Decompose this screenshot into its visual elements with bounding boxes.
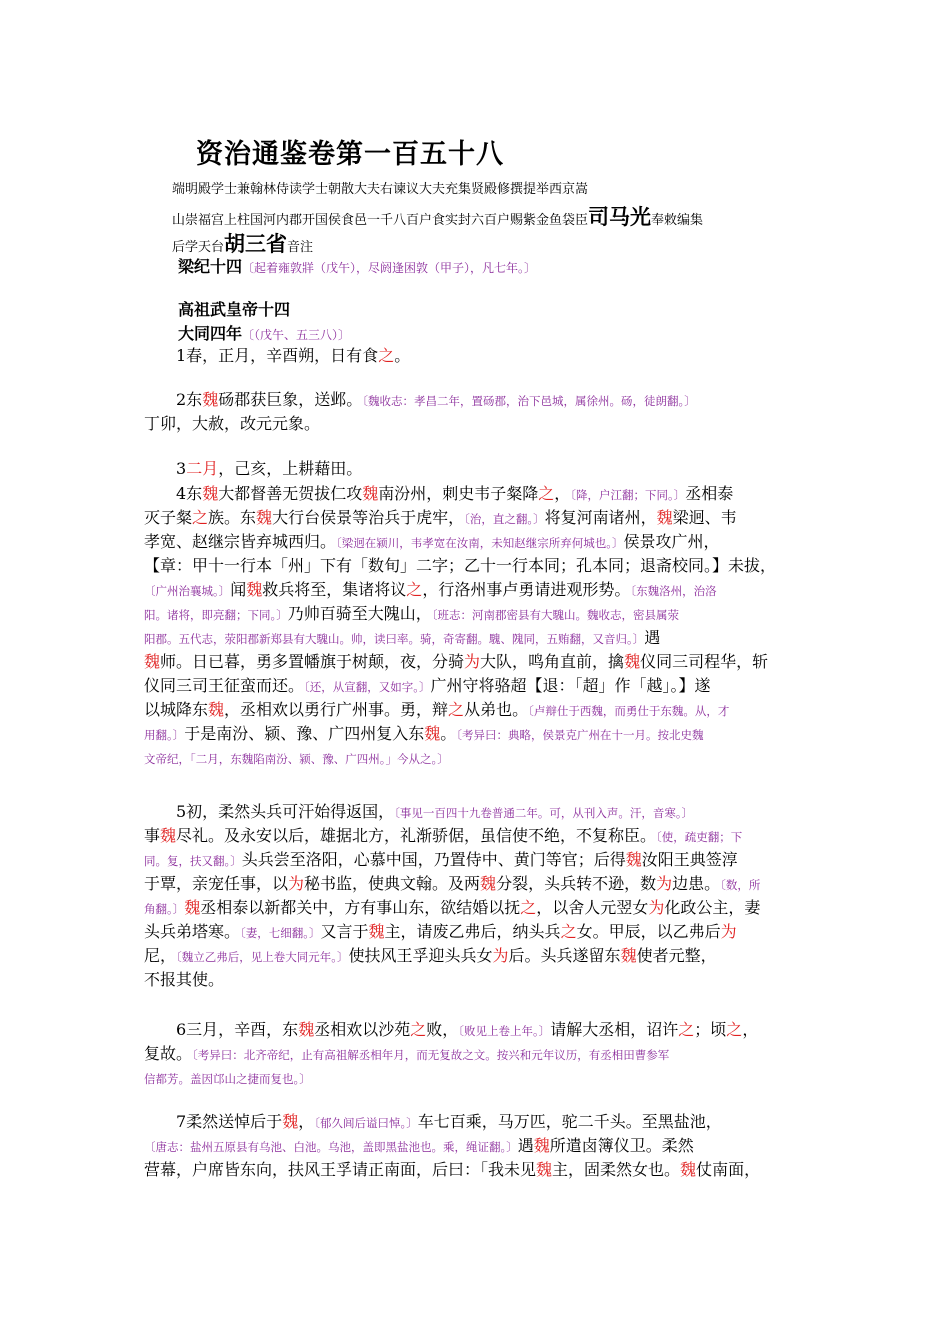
text-span: 5初，柔然头兵可汗始得返国， bbox=[176, 802, 395, 821]
paragraph-3 bbox=[144, 457, 824, 481]
text-span: 丞相泰以新都关中，方有事山东，欲结婚以抚 bbox=[200, 898, 521, 917]
commentary-note: 〔考异曰：典略，侯景克广州在十一月。按北史魏 bbox=[456, 728, 704, 742]
text-line bbox=[144, 626, 824, 650]
text-span: 尼， bbox=[144, 946, 177, 965]
text-span: 仪同三司王征蛮而还。 bbox=[144, 676, 305, 695]
highlighted-char: 为 bbox=[464, 652, 481, 671]
commentary-note: 文帝纪，「二月，东魏陷南汾、颍、豫、广四州。」今从之。〕 bbox=[144, 752, 449, 766]
text-span: 秘书监，使典文翰。及两 bbox=[304, 874, 481, 893]
text-span: 事 bbox=[144, 826, 161, 845]
text-span: 2东 bbox=[176, 390, 203, 409]
commentary-note: 〔梁迥在颍川，韦孝宽在汝南，未知赵继宗所弃何城也。〕 bbox=[336, 536, 624, 550]
text-span: 将复河南诸州， bbox=[544, 508, 657, 527]
text-span: 化政公主，妻 bbox=[664, 898, 761, 917]
text-span: 仪同三司程华，斩 bbox=[640, 652, 769, 671]
text-span: 请解大丞相，诏许 bbox=[550, 1020, 679, 1039]
highlighted-char: 魏 bbox=[656, 508, 673, 527]
highlighted-char: 魏 bbox=[362, 484, 379, 503]
document-title: 资治通鉴卷第一百五十八 bbox=[196, 139, 504, 170]
highlighted-char: 之 bbox=[726, 1020, 743, 1039]
highlighted-char: 魏 bbox=[202, 484, 219, 503]
annotator-name: 胡三省 bbox=[224, 232, 288, 256]
commentary-note: 角翻。〕 bbox=[144, 902, 185, 916]
text-line bbox=[144, 457, 824, 481]
text-span: 乃帅百骑至大隗山， bbox=[287, 604, 432, 623]
text-span: ，行洛州事卢勇请进观形势。 bbox=[422, 580, 631, 599]
year-note: 〔（戊午、五三八）〕 bbox=[242, 328, 351, 342]
text-span: 败， bbox=[426, 1020, 459, 1039]
section-title: 梁纪十四 bbox=[178, 257, 243, 276]
commentary-note: 阳。诸将，即亮翻；下同。〕 bbox=[144, 608, 288, 622]
text-span: 丞相泰 bbox=[685, 484, 734, 503]
highlighted-char: 魏 bbox=[202, 390, 219, 409]
text-span: ， bbox=[742, 1020, 759, 1039]
text-line bbox=[144, 674, 824, 698]
annotator-prefix: 后学天台 bbox=[172, 240, 225, 255]
text-span: 灭子粲 bbox=[144, 508, 193, 527]
text-span: 主，请废乙弗后，纳头兵 bbox=[384, 922, 561, 941]
highlighted-char: 魏 bbox=[144, 652, 161, 671]
text-line bbox=[144, 578, 824, 602]
text-span: 仗南面， bbox=[696, 1160, 761, 1179]
section-note: 〔起着雍敦牂（戊午），尽阏逢困敦（甲子），凡七年。〕 bbox=[242, 261, 537, 275]
text-span: 使者元整， bbox=[636, 946, 717, 965]
author-line-2-tail: 奉敕编集 bbox=[651, 213, 704, 228]
text-line bbox=[144, 506, 824, 530]
highlighted-char: 为 bbox=[656, 874, 673, 893]
highlighted-char: 之 bbox=[678, 1020, 695, 1039]
text-line bbox=[144, 530, 824, 554]
text-span: ，己亥，上耕藉田。 bbox=[218, 459, 363, 478]
text-line bbox=[144, 650, 824, 674]
paragraph-1 bbox=[144, 344, 824, 368]
highlighted-char: 魏 bbox=[160, 826, 177, 845]
highlighted-char: 魏 bbox=[208, 700, 225, 719]
text-line bbox=[144, 1042, 824, 1066]
highlighted-char: 为 bbox=[648, 898, 665, 917]
text-span: 族。东 bbox=[208, 508, 257, 527]
commentary-note: 阳郡。五代志，荥阳郡新郑县有大騩山。帅，读曰率。骑，奇寄翻。騩、隗同，五贿翻，又音归。〕 bbox=[144, 632, 645, 646]
highlighted-char: 魏 bbox=[256, 508, 273, 527]
annotator-suffix: 音注 bbox=[287, 240, 314, 255]
text-span: 头兵尝至洛阳，心慕中国，乃置侍中、黄门等官；后得 bbox=[241, 850, 626, 869]
highlighted-char: 魏 bbox=[184, 898, 201, 917]
text-line bbox=[144, 1066, 824, 1090]
highlighted-char: 魏 bbox=[620, 946, 637, 965]
text-span: 于覃，亲宠任事，以 bbox=[144, 874, 289, 893]
text-line bbox=[144, 920, 824, 944]
text-line bbox=[144, 848, 824, 872]
text-line bbox=[144, 602, 824, 626]
commentary-note: 〔考异曰：北齐帝纪，止有高祖解丞相年月，而无复故之文。按兴和元年议历，有丞相田曹参军 bbox=[192, 1048, 670, 1062]
text-span: 救兵将至，集诸将议 bbox=[262, 580, 407, 599]
text-span: 1春，正月，辛酉朔，日有食 bbox=[176, 346, 379, 365]
paragraph-4 bbox=[144, 482, 824, 770]
text-span: 4东 bbox=[176, 484, 203, 503]
text-span: 以城降东 bbox=[144, 700, 209, 719]
highlighted-char: 魏 bbox=[298, 1020, 315, 1039]
text-span: 3 bbox=[176, 459, 187, 478]
text-span: ， bbox=[554, 484, 571, 503]
text-line bbox=[144, 800, 824, 824]
text-span: 师。日已暮，勇多置幡旗于树颠，夜，分骑 bbox=[160, 652, 465, 671]
text-span: 大都督善无贺拔仁攻 bbox=[218, 484, 363, 503]
text-span: 使扶风王孚迎头兵女 bbox=[348, 946, 493, 965]
year-heading bbox=[178, 321, 350, 344]
highlighted-char: 之 bbox=[560, 922, 577, 941]
commentary-note: 〔妻，七细翻。〕 bbox=[240, 926, 321, 940]
text-span: 大行台侯景等治兵于虎牢， bbox=[272, 508, 465, 527]
text-line bbox=[144, 944, 824, 968]
text-line bbox=[144, 746, 824, 770]
text-span: ；顷 bbox=[694, 1020, 727, 1039]
commentary-note: 〔事见一百四十九卷普通二年。可，从刊入声。汗，音寒。〕 bbox=[394, 806, 694, 820]
highlighted-char: 为 bbox=[720, 922, 737, 941]
text-span: 营幕，户席皆东向，扶风王孚请正南面，后曰：「我未见 bbox=[144, 1160, 537, 1179]
text-span: 【章：甲十一行本「州」下有「数旬」二字；乙十一行本同；孔本同；退斋校同。】未拔， bbox=[144, 556, 777, 575]
highlighted-char: 魏 bbox=[282, 1112, 299, 1131]
highlighted-char: 为 bbox=[288, 874, 305, 893]
paragraph-6 bbox=[144, 1018, 824, 1090]
text-span: 广州守将骆超【退：「超」作「越」。】遂 bbox=[430, 676, 711, 695]
text-line bbox=[144, 388, 824, 412]
text-line bbox=[144, 1158, 824, 1182]
text-line bbox=[144, 722, 824, 746]
highlighted-char: 魏 bbox=[246, 580, 263, 599]
commentary-note: 〔广州治襄城。〕 bbox=[144, 584, 231, 598]
highlighted-char: 魏 bbox=[368, 922, 385, 941]
text-span: 车七百乘，马万匹，驼二千头。至黑盐池， bbox=[417, 1112, 722, 1131]
highlighted-char: 魏 bbox=[624, 652, 641, 671]
author-line-2 bbox=[172, 201, 703, 231]
text-span: 闻 bbox=[230, 580, 247, 599]
commentary-note: 〔治，直之翻。〕 bbox=[464, 512, 545, 526]
text-span: 边患。 bbox=[672, 874, 721, 893]
author-line-2-text: 山崇福宫上柱国河内郡开国侯食邑一千八百户食实封六百户赐紫金鱼袋臣 bbox=[172, 213, 589, 228]
author-name: 司马光 bbox=[588, 205, 652, 229]
text-span: 梁迥、韦 bbox=[672, 508, 737, 527]
text-span: 头兵弟塔寒。 bbox=[144, 922, 241, 941]
text-line bbox=[144, 824, 824, 848]
text-span: ，丞相欢以勇行广州事。勇，辩 bbox=[224, 700, 449, 719]
text-span: 6三月，辛酉，东 bbox=[176, 1020, 299, 1039]
section-heading-liang bbox=[178, 254, 536, 277]
text-line bbox=[144, 872, 824, 896]
highlighted-char: 魏 bbox=[680, 1160, 697, 1179]
highlighted-char: 之 bbox=[406, 580, 423, 599]
commentary-note: 〔败见上卷上年。〕 bbox=[458, 1024, 551, 1038]
text-line bbox=[144, 896, 824, 920]
paragraph-5 bbox=[144, 800, 824, 992]
text-span: 汝阳王典签淳 bbox=[641, 850, 738, 869]
text-span: ，以舍人元翌女 bbox=[536, 898, 649, 917]
emperor-heading: 高祖武皇帝十四 bbox=[178, 300, 291, 319]
text-line bbox=[144, 344, 824, 368]
commentary-note: 〔还，从宣翻，又如字。〕 bbox=[304, 680, 431, 694]
text-span: 于是南汾、颍、豫、广四州复入东 bbox=[184, 724, 425, 743]
commentary-note: 〔魏收志：孝昌二年，置砀郡，治下邑城，属徐州。砀，徒朗翻。〕 bbox=[362, 394, 696, 408]
text-line bbox=[144, 698, 824, 722]
commentary-note: 用翻。〕 bbox=[144, 728, 185, 742]
commentary-note: 〔使，疏吏翻；下 bbox=[656, 830, 743, 844]
commentary-note: 〔数，所 bbox=[720, 878, 761, 892]
highlighted-char: 之 bbox=[192, 508, 209, 527]
text-line bbox=[144, 1018, 824, 1042]
text-span: 丁卯，大赦，改元元象。 bbox=[144, 414, 321, 433]
highlighted-char: 之 bbox=[538, 484, 555, 503]
text-span: 主，固柔然女也。 bbox=[552, 1160, 681, 1179]
commentary-note: 〔唐志：盐州五原县有乌池、白池。乌池，盖即黑盐池也。乘，绳证翻。〕 bbox=[144, 1140, 518, 1154]
text-span: 又言于 bbox=[320, 922, 369, 941]
paragraph-7 bbox=[144, 1110, 824, 1182]
text-span: 分裂，头兵转不逊，数 bbox=[496, 874, 657, 893]
commentary-note: 同。复，扶又翻。〕 bbox=[144, 854, 242, 868]
text-span: 所遣卤簿仪卫。柔然 bbox=[549, 1136, 694, 1155]
commentary-note: 〔卢辩仕于西魏，而勇仕于东魏。从，才 bbox=[528, 704, 730, 718]
text-span: 不报其使。 bbox=[144, 970, 225, 989]
text-line bbox=[144, 482, 824, 506]
text-span: ， bbox=[298, 1112, 315, 1131]
highlighted-char: 之 bbox=[410, 1020, 427, 1039]
text-line bbox=[144, 968, 824, 992]
text-line bbox=[144, 1134, 824, 1158]
text-span: 遇 bbox=[517, 1136, 534, 1155]
highlighted-char: 魏 bbox=[480, 874, 497, 893]
text-span: 从弟也。 bbox=[464, 700, 529, 719]
author-line-1: 端明殿学士兼翰林侍读学士朝散大夫右谏议大夫充集贤殿修撰提举西京嵩 bbox=[172, 182, 589, 197]
highlighted-char: 魏 bbox=[533, 1136, 550, 1155]
text-line bbox=[144, 412, 824, 436]
paragraph-2 bbox=[144, 388, 824, 436]
highlighted-char: 魏 bbox=[424, 724, 441, 743]
text-span: 丞相欢以沙苑 bbox=[314, 1020, 411, 1039]
text-span: 女。甲辰，以乙弗后 bbox=[576, 922, 721, 941]
text-span: 。 bbox=[394, 346, 411, 365]
text-span: 侯景攻广州， bbox=[623, 532, 720, 551]
text-span: 砀郡获巨象，送邺。 bbox=[218, 390, 363, 409]
year-title: 大同四年 bbox=[178, 324, 243, 343]
highlighted-char: 之 bbox=[520, 898, 537, 917]
commentary-note: 〔郁久闾后谥曰悼。〕 bbox=[314, 1116, 418, 1130]
text-line bbox=[144, 1110, 824, 1134]
text-span: 大队，鸣角直前，擒 bbox=[480, 652, 625, 671]
commentary-note: 〔东魏洛州，治洛 bbox=[630, 584, 717, 598]
text-span: 遇 bbox=[644, 628, 661, 647]
text-span: 7柔然送悼后于 bbox=[176, 1112, 283, 1131]
commentary-note: 〔降，户江翻；下同。〕 bbox=[570, 488, 686, 502]
highlighted-char: 魏 bbox=[536, 1160, 553, 1179]
text-span: 尽礼。及永安以后，雄据北方，礼渐骄倨，虽信使不绝，不复称臣。 bbox=[176, 826, 657, 845]
text-span: 孝宽、赵继宗皆弃城西归。 bbox=[144, 532, 337, 551]
highlighted-char: 魏 bbox=[625, 850, 642, 869]
commentary-note: 信都芳。盖因邙山之捷而复也。〕 bbox=[144, 1072, 311, 1086]
commentary-note: 〔班志：河南郡密县有大騩山。魏收志，密县属荥 bbox=[431, 608, 680, 622]
text-span: 。 bbox=[440, 724, 457, 743]
text-span: 复故。 bbox=[144, 1044, 193, 1063]
highlighted-char: 二月 bbox=[186, 459, 219, 478]
commentary-note: 〔魏立乙弗后，见上卷大同元年。〕 bbox=[176, 950, 349, 964]
text-span: 南汾州，刺史韦子粲降 bbox=[378, 484, 539, 503]
highlighted-char: 之 bbox=[448, 700, 465, 719]
text-span: 后。头兵遂留东 bbox=[508, 946, 621, 965]
highlighted-char: 之 bbox=[378, 346, 395, 365]
highlighted-char: 为 bbox=[492, 946, 509, 965]
text-line bbox=[144, 554, 824, 578]
